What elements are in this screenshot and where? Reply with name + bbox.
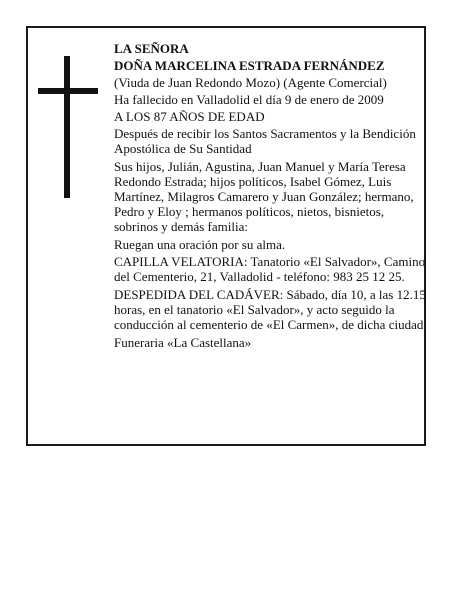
- funeral-home: Funeraria «La Castellana»: [114, 335, 252, 350]
- death-statement: Ha fallecido en Valladolid el día 9 de enero de 2009: [114, 92, 384, 107]
- deceased-relation: (Viuda de Juan Redondo Mozo) (Agente Comercial): [114, 75, 387, 90]
- sacraments-statement: Después de recibir los Santos Sacramentos y la Bendición Apostólica de Su Santidad: [114, 126, 416, 156]
- chapel-info: CAPILLA VELATORIA: Tanatorio «El Salvador», Camino del Cementerio, 21, Valladolid - teléfono: 983 25 12 25.: [114, 254, 426, 284]
- cross-horizontal-bar: [38, 88, 98, 94]
- age-statement: A LOS 87 AÑOS DE EDAD: [114, 109, 265, 124]
- notice-text: [114, 41, 428, 352]
- deceased-name: DOÑA MARCELINA ESTRADA FERNÁNDEZ: [114, 58, 385, 73]
- notice-title: LA SEÑORA: [114, 41, 189, 56]
- farewell-info: DESPEDIDA DEL CADÁVER: Sábado, día 10, a las 12.15 horas, en el tanatorio «El Salvador», y acto seguido la conducción al cementerio de «El Carmen», de dicha ciudad.: [114, 287, 427, 332]
- prayer-request: Ruegan una oración por su alma.: [114, 237, 286, 252]
- obituary-notice: [26, 26, 426, 446]
- cross-icon: [38, 56, 98, 198]
- cross-vertical-bar: [64, 56, 70, 198]
- family-list: Sus hijos, Julián, Agustina, Juan Manuel y María Teresa Redondo Estrada; hijos políticos, Isabel Gómez, Luis Martínez, Milagros Camarero y Juan González; hermano, Pedro y Eloy ; hermanos políticos, nietos, bisnietos, sobrinos y demás familia:: [114, 159, 414, 234]
